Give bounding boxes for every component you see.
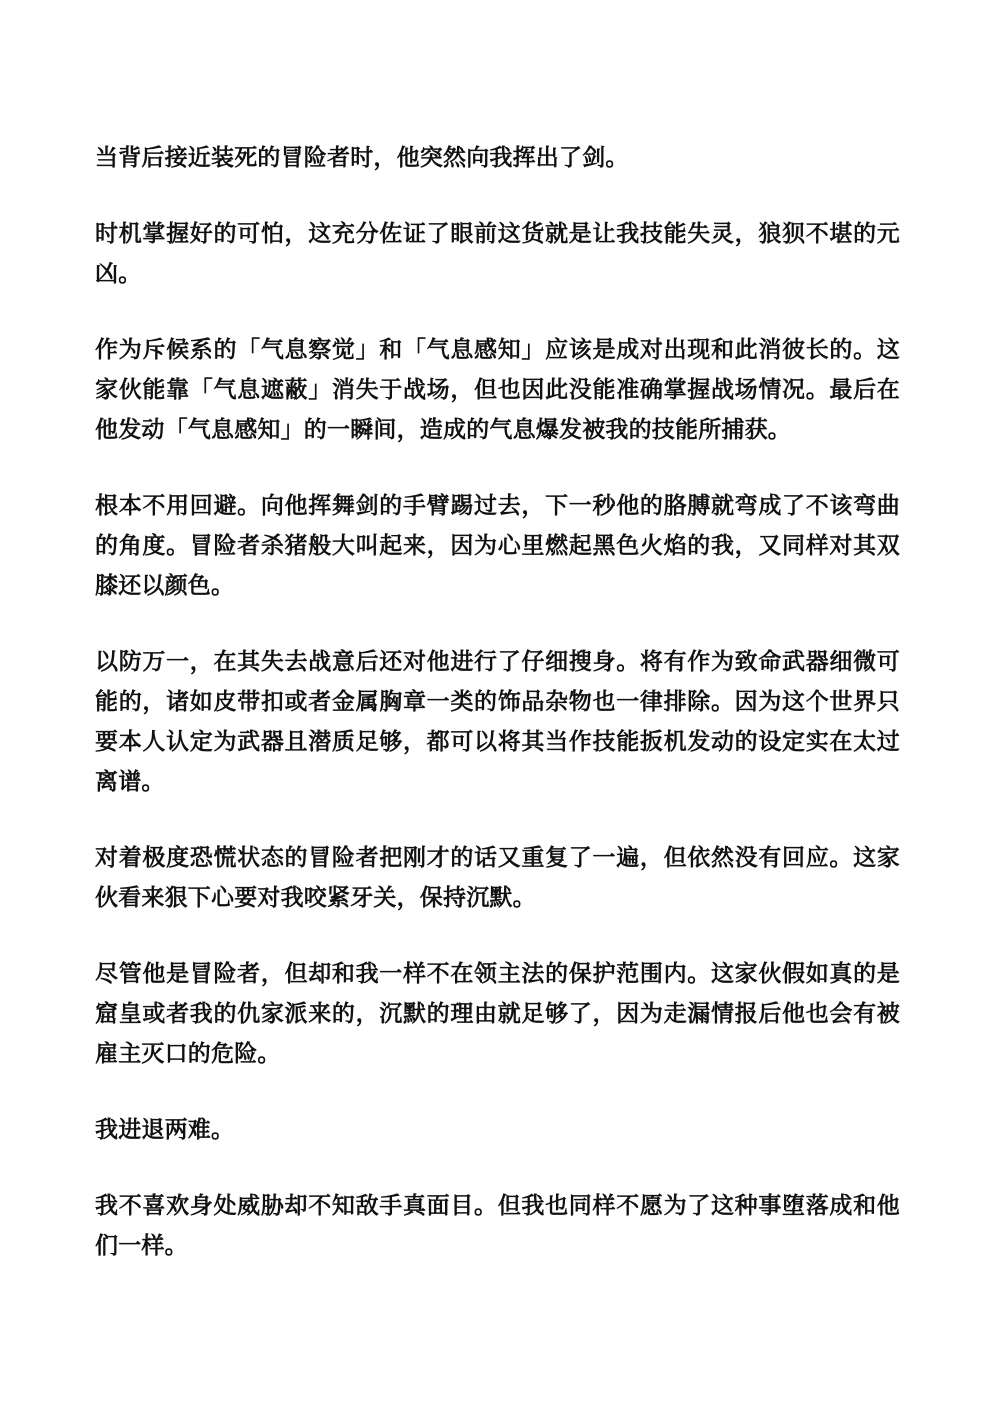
paragraph: 作为斥候系的「气息察觉」和「气息感知」应该是成对出现和此消彼长的。这家伙能靠「气息遮蔽」消失于战场，但也因此没能准确掌握战场情况。最后在他发动「气息感知」的一瞬间，造成的气息爆发被我的技能所捕获。	[95, 337, 900, 443]
paragraph: 我不喜欢身处威胁却不知敌手真面目。但我也同样不愿为了这种事堕落成和他们一样。	[95, 1193, 900, 1259]
text-body	[95, 138, 900, 1302]
paragraph: 尽管他是冒险者，但却和我一样不在领主法的保护范围内。这家伙假如真的是窟皇或者我的仇家派来的，沉默的理由就足够了，因为走漏情报后他也会有被雇主灭口的危险。	[95, 961, 900, 1067]
paragraph: 根本不用回避。向他挥舞剑的手臂踢过去，下一秒他的胳膊就弯成了不该弯曲的角度。冒险者杀猪般大叫起来，因为心里燃起黑色火焰的我，又同样对其双膝还以颜色。	[95, 493, 900, 599]
paragraph: 对着极度恐慌状态的冒险者把刚才的话又重复了一遍，但依然没有回应。这家伙看来狠下心要对我咬紧牙关，保持沉默。	[95, 845, 900, 911]
paragraph: 当背后接近装死的冒险者时，他突然向我挥出了剑。	[95, 145, 629, 171]
paragraph: 时机掌握好的可怕，这充分佐证了眼前这货就是让我技能失灵，狼狈不堪的元凶。	[95, 221, 900, 287]
paragraph: 以防万一，在其失去战意后还对他进行了仔细搜身。将有作为致命武器细微可能的，诸如皮带扣或者金属胸章一类的饰品杂物也一律排除。因为这个世界只要本人认定为武器且潜质足够，都可以将其当作技能扳机发动的设定实在太过离谱。	[95, 649, 900, 795]
paragraph: 我进退两难。	[95, 1117, 235, 1143]
